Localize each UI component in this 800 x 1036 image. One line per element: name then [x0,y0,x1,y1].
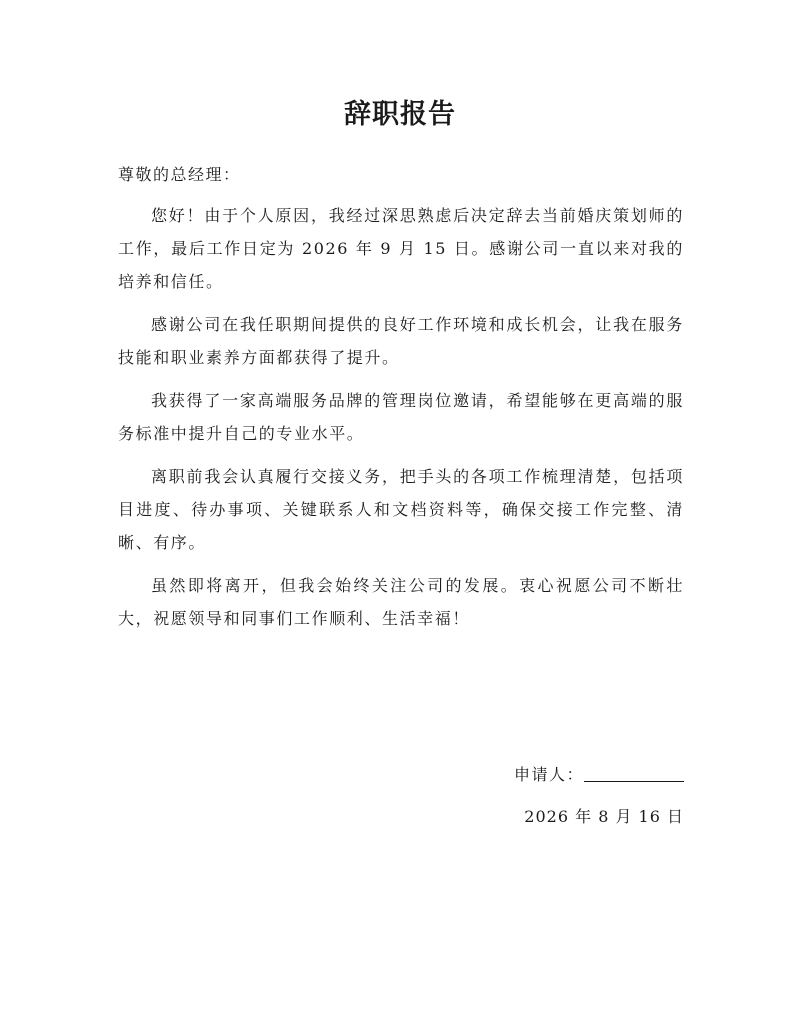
paragraph-thanks: 感谢公司在我任职期间提供的良好工作环境和成长机会，让我在服务技能和职业素养方面都获得了提升。 [118,315,684,367]
applicant-signature-line [514,762,684,785]
paragraph-new-opportunity: 我获得了一家高端服务品牌的管理岗位邀请，希望能够在更高端的服务标准中提升自己的专业水平。 [118,391,684,443]
salutation: 尊敬的总经理： [118,165,241,184]
paragraph-closing: 虽然即将离开，但我会始终关注公司的发展。衷心祝愿公司不断壮大，祝愿领导和同事们工作顺利、生活幸福！ [118,576,684,628]
paragraph-reason: 您好！由于个人原因，我经过深思熟虑后决定辞去当前婚庆策划师的工作，最后工作日定为 2026 年 9 月 15 日。感谢公司一直以来对我的培养和信任。 [118,206,684,291]
letter-body [118,199,684,645]
applicant-label: 申请人： [513,765,584,784]
paragraph-handover: 离职前我会认真履行交接义务，把手头的各项工作梳理清楚，包括项目进度、待办事项、关键联系人和文档资料等，确保交接工作完整、清晰、有序。 [118,467,684,552]
signature-blank [584,765,684,782]
document-title: 辞职报告 [344,99,456,130]
letter-date: 2026 年 8 月 16 日 [524,807,684,826]
